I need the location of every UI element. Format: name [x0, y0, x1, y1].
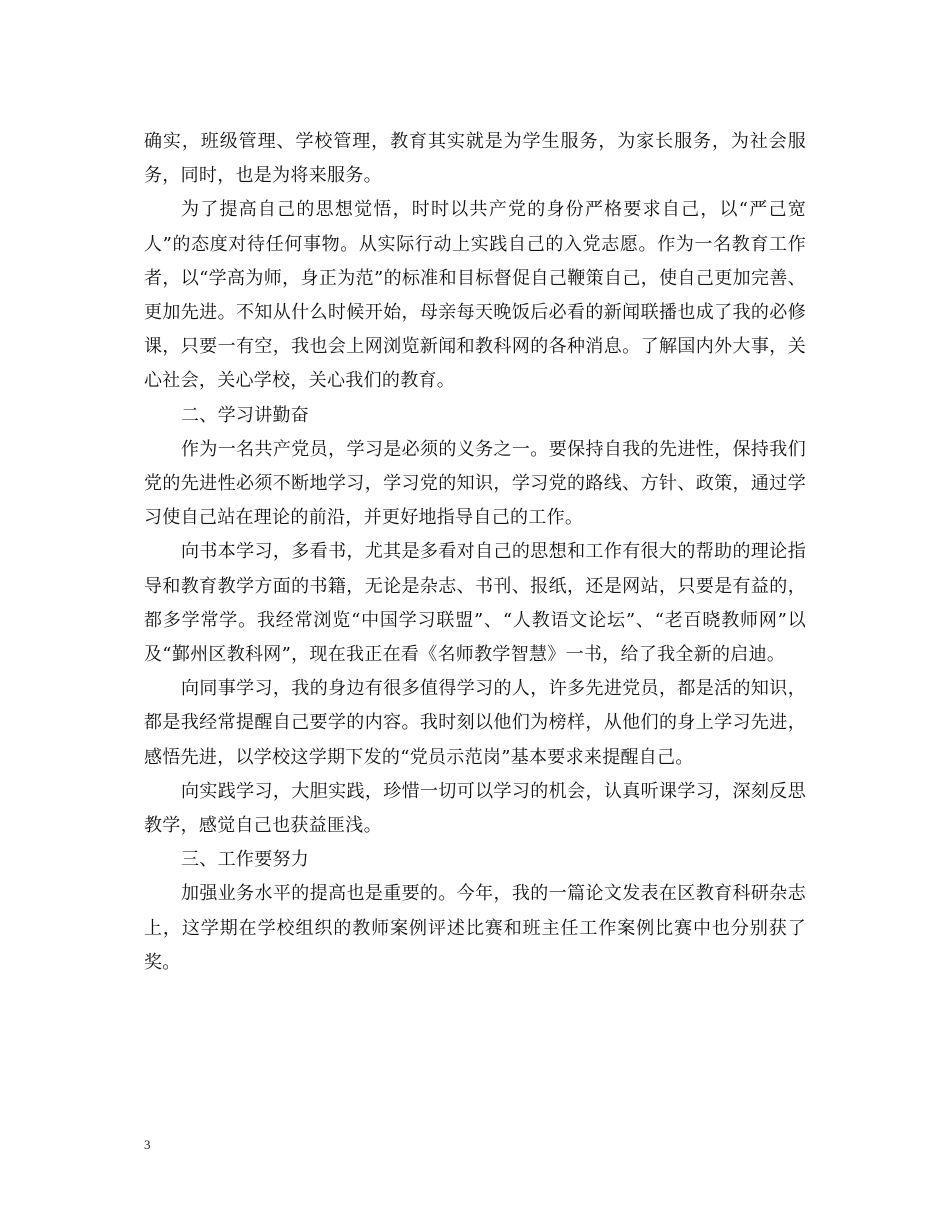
paragraph: 确实，班级管理、学校管理，教育其实就是为学生服务，为家长服务，为社会服务，同时，也是为将来服务。 — [144, 131, 806, 187]
paragraph: 向实践学习，大胆实践，珍惜一切可以学习的机会，认真听课学习，深刻反思教学，感觉自己也获益匪浅。 — [144, 780, 806, 837]
paragraph: 作为一名共产党员，学习是必须的义务之一。要保持自我的先进性，保持我们党的先进性必须不断地学习，学习党的知识，学习党的路线、方针、政策，通过学习使自己站在理论的前沿，并更好地指导自己的工作。 — [144, 438, 806, 529]
document-body — [144, 125, 806, 980]
section-heading: 二、学习讲勤奋 — [181, 404, 310, 426]
paragraph: 向书本学习，多看书，尤其是多看对自己的思想和工作有很大的帮助的理论指导和教育教学方面的书籍，无论是杂志、书刊、报纸，还是网站，只要是有益的，都多学常学。我经常浏览“中国学习联盟”、“人教语文论坛”、“老百晓教师网”以及“鄞州区教科网”，现在我正在看《名师教学智慧》一书，给了我全新的启迪。 — [144, 541, 806, 666]
paragraph: 加强业务水平的提高也是重要的。今年，我的一篇论文发表在区教育科研杂志上，这学期在学校组织的教师案例评述比赛和班主任工作案例比赛中也分别获了奖。 — [144, 883, 806, 973]
paragraph: 向同事学习，我的身边有很多值得学习的人，许多先进党员，都是活的知识，都是我经常提醒自己要学的内容。我时刻以他们为榜样，从他们的身上学习先进，感悟先进，以学校这学期下发的“党员示范岗”基本要求来提醒自己。 — [144, 678, 806, 768]
paragraph: 为了提高自己的思想觉悟，时时以共产党的身份严格要求自己，以“严己宽人”的态度对待任何事物。从实际行动上实践自己的入党志愿。作为一名教育工作者，以“学高为师，身正为范”的标准和目标督促自己鞭策自己，使自己更加完善、更加先进。不知从什么时候开始，母亲每天晚饭后必看的新闻联播也成了我的必修课，只要一有空，我也会上网浏览新闻和教科网的各种消息。了解国内外大事，关心社会，关心学校，关心我们的教育。 — [144, 199, 806, 392]
page-number: 3 — [144, 1137, 151, 1152]
section-heading: 三、工作要努力 — [181, 849, 310, 871]
